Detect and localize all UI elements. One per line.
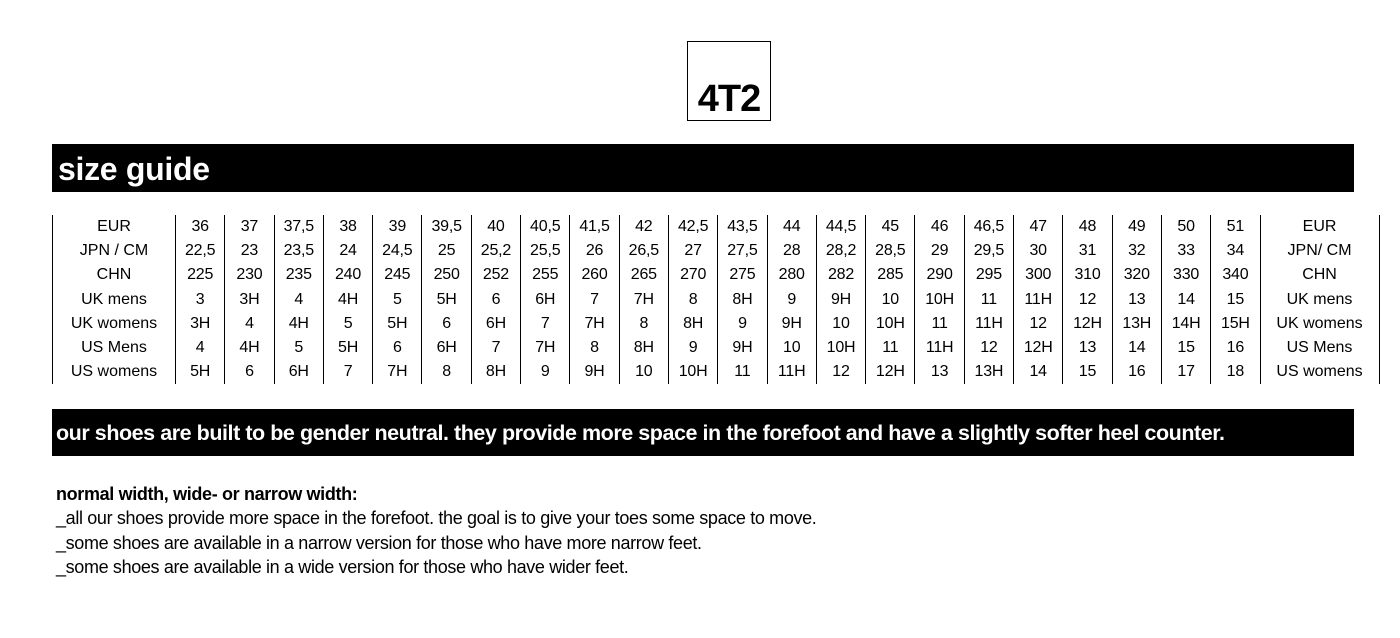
size-cell: 320 (1112, 263, 1161, 287)
size-cell: 9H (718, 336, 767, 360)
size-cell: 13 (915, 360, 964, 384)
size-cell: 282 (816, 263, 865, 287)
width-info-line: _all our shoes provide more space in the forefoot. the goal is to give your toes some space to move. (56, 508, 817, 529)
size-cell: 26,5 (619, 239, 668, 263)
size-conversion-table (52, 215, 1380, 384)
size-cell: 16 (1112, 360, 1161, 384)
size-cell: 48 (1063, 215, 1112, 239)
size-cell: 28,5 (866, 239, 915, 263)
table-row (53, 263, 1380, 287)
size-cell: 5H (422, 288, 471, 312)
size-cell: 25,5 (521, 239, 570, 263)
size-cell: 5H (176, 360, 225, 384)
size-cell: 31 (1063, 239, 1112, 263)
size-cell: 6H (422, 336, 471, 360)
size-cell: 270 (668, 263, 717, 287)
size-cell: 5H (323, 336, 372, 360)
gender-neutral-notice: our shoes are built to be gender neutral. they provide more space in the forefoot and have a slightly softer heel counter. (52, 409, 1354, 456)
size-cell: 12 (1014, 312, 1063, 336)
size-cell: 14 (1161, 288, 1210, 312)
size-cell: 41,5 (570, 215, 619, 239)
size-cell: 44,5 (816, 215, 865, 239)
size-cell: 260 (570, 263, 619, 287)
size-cell: 16 (1211, 336, 1260, 360)
size-cell: 230 (225, 263, 274, 287)
row-label: JPN / CM (53, 239, 176, 263)
size-cell: 46,5 (964, 215, 1013, 239)
size-cell: 4 (225, 312, 274, 336)
size-cell: 28 (767, 239, 816, 263)
size-cell: 6H (471, 312, 520, 336)
size-cell: 23,5 (274, 239, 323, 263)
size-cell: 25,2 (471, 239, 520, 263)
size-cell: 44 (767, 215, 816, 239)
size-cell: 6 (225, 360, 274, 384)
size-cell: 37,5 (274, 215, 323, 239)
size-cell: 9 (668, 336, 717, 360)
size-cell: 10 (619, 360, 668, 384)
size-cell: 4 (176, 336, 225, 360)
size-cell: 15 (1161, 336, 1210, 360)
size-cell: 8H (718, 288, 767, 312)
size-cell: 14H (1161, 312, 1210, 336)
size-cell: 36 (176, 215, 225, 239)
size-cell: 10 (767, 336, 816, 360)
size-cell: 5 (274, 336, 323, 360)
row-label-right: UK womens (1260, 312, 1379, 336)
width-info (56, 482, 816, 579)
size-cell: 280 (767, 263, 816, 287)
size-cell: 7H (619, 288, 668, 312)
size-cell: 9H (570, 360, 619, 384)
size-cell: 12H (1063, 312, 1112, 336)
size-cell: 9 (718, 312, 767, 336)
size-cell: 255 (521, 263, 570, 287)
size-cell: 8H (668, 312, 717, 336)
size-cell: 10H (866, 312, 915, 336)
size-cell: 22,5 (176, 239, 225, 263)
width-info-heading: normal width, wide- or narrow width: (56, 484, 358, 504)
size-cell: 12 (1063, 288, 1112, 312)
size-cell: 11 (718, 360, 767, 384)
size-cell: 12H (866, 360, 915, 384)
size-cell: 11 (915, 312, 964, 336)
size-cell: 40,5 (521, 215, 570, 239)
size-cell: 13 (1112, 288, 1161, 312)
size-cell: 6 (471, 288, 520, 312)
size-cell: 3 (176, 288, 225, 312)
size-cell: 29,5 (964, 239, 1013, 263)
size-cell: 8H (471, 360, 520, 384)
size-cell: 7 (471, 336, 520, 360)
size-cell: 18 (1211, 360, 1260, 384)
size-cell: 47 (1014, 215, 1063, 239)
size-cell: 9H (816, 288, 865, 312)
row-label: CHN (53, 263, 176, 287)
size-cell: 13H (964, 360, 1013, 384)
size-cell: 34 (1211, 239, 1260, 263)
row-label: UK womens (53, 312, 176, 336)
size-cell: 8 (570, 336, 619, 360)
size-cell: 25 (422, 239, 471, 263)
size-cell: 39,5 (422, 215, 471, 239)
size-cell: 275 (718, 263, 767, 287)
brand-logo (687, 41, 771, 121)
size-cell: 7 (323, 360, 372, 384)
row-label: US Mens (53, 336, 176, 360)
size-cell: 11 (964, 288, 1013, 312)
width-info-line: _some shoes are available in a narrow version for those who have more narrow feet. (56, 532, 702, 553)
row-label-right: US womens (1260, 360, 1379, 384)
size-cell: 37 (225, 215, 274, 239)
size-cell: 46 (915, 215, 964, 239)
row-label-right: JPN/ CM (1260, 239, 1379, 263)
size-cell: 8H (619, 336, 668, 360)
size-cell: 14 (1014, 360, 1063, 384)
size-cell: 24 (323, 239, 372, 263)
table-row (53, 360, 1380, 384)
size-cell: 285 (866, 263, 915, 287)
size-cell: 12 (816, 360, 865, 384)
size-cell: 8 (619, 312, 668, 336)
size-cell: 9H (767, 312, 816, 336)
size-cell: 49 (1112, 215, 1161, 239)
table-row (53, 312, 1380, 336)
brand-logo-text: 4T2 (697, 78, 761, 120)
size-cell: 28,2 (816, 239, 865, 263)
row-label-right: UK mens (1260, 288, 1379, 312)
size-cell: 39 (373, 215, 422, 239)
size-cell: 27,5 (718, 239, 767, 263)
size-cell: 8 (422, 360, 471, 384)
size-cell: 33 (1161, 239, 1210, 263)
size-cell: 250 (422, 263, 471, 287)
size-cell: 225 (176, 263, 225, 287)
size-cell: 11 (866, 336, 915, 360)
size-cell: 10 (866, 288, 915, 312)
size-cell: 42,5 (668, 215, 717, 239)
size-cell: 50 (1161, 215, 1210, 239)
size-cell: 17 (1161, 360, 1210, 384)
size-cell: 43,5 (718, 215, 767, 239)
size-cell: 7H (373, 360, 422, 384)
size-cell: 245 (373, 263, 422, 287)
size-cell: 6H (274, 360, 323, 384)
size-cell: 14 (1112, 336, 1161, 360)
size-cell: 10 (816, 312, 865, 336)
size-cell: 11H (915, 336, 964, 360)
size-cell: 340 (1211, 263, 1260, 287)
row-label: EUR (53, 215, 176, 239)
row-label-right: US Mens (1260, 336, 1379, 360)
row-label: UK mens (53, 288, 176, 312)
table-row (53, 239, 1380, 263)
size-cell: 38 (323, 215, 372, 239)
size-cell: 6H (521, 288, 570, 312)
size-cell: 6 (373, 336, 422, 360)
size-cell: 5H (373, 312, 422, 336)
size-cell: 42 (619, 215, 668, 239)
size-cell: 7 (570, 288, 619, 312)
size-cell: 9 (767, 288, 816, 312)
size-cell: 30 (1014, 239, 1063, 263)
size-cell: 13H (1112, 312, 1161, 336)
row-label: US womens (53, 360, 176, 384)
size-cell: 3H (225, 288, 274, 312)
size-cell: 32 (1112, 239, 1161, 263)
size-cell: 4 (274, 288, 323, 312)
size-cell: 13 (1063, 336, 1112, 360)
size-cell: 240 (323, 263, 372, 287)
size-cell: 7H (521, 336, 570, 360)
size-cell: 11H (964, 312, 1013, 336)
table-row (53, 215, 1380, 239)
size-cell: 24,5 (373, 239, 422, 263)
size-cell: 11H (767, 360, 816, 384)
size-cell: 310 (1063, 263, 1112, 287)
size-cell: 4H (323, 288, 372, 312)
row-label-right: EUR (1260, 215, 1379, 239)
size-cell: 8 (668, 288, 717, 312)
size-cell: 10H (668, 360, 717, 384)
width-info-line: _some shoes are available in a wide version for those who have wider feet. (56, 556, 629, 577)
size-cell: 295 (964, 263, 1013, 287)
size-cell: 27 (668, 239, 717, 263)
size-cell: 7H (570, 312, 619, 336)
size-cell: 7 (521, 312, 570, 336)
size-cell: 26 (570, 239, 619, 263)
table-row (53, 288, 1380, 312)
size-cell: 9 (521, 360, 570, 384)
size-cell: 10H (816, 336, 865, 360)
size-cell: 15H (1211, 312, 1260, 336)
page-title: size guide (52, 144, 1354, 192)
size-cell: 51 (1211, 215, 1260, 239)
size-cell: 3H (176, 312, 225, 336)
size-cell: 23 (225, 239, 274, 263)
size-cell: 40 (471, 215, 520, 239)
size-cell: 15 (1211, 288, 1260, 312)
size-cell: 330 (1161, 263, 1210, 287)
size-cell: 6 (422, 312, 471, 336)
size-cell: 300 (1014, 263, 1063, 287)
size-cell: 265 (619, 263, 668, 287)
size-cell: 11H (1014, 288, 1063, 312)
size-cell: 29 (915, 239, 964, 263)
table-row (53, 336, 1380, 360)
size-cell: 10H (915, 288, 964, 312)
row-label-right: CHN (1260, 263, 1379, 287)
size-cell: 12H (1014, 336, 1063, 360)
size-cell: 5 (373, 288, 422, 312)
size-cell: 15 (1063, 360, 1112, 384)
size-cell: 12 (964, 336, 1013, 360)
size-cell: 290 (915, 263, 964, 287)
size-cell: 4H (274, 312, 323, 336)
size-cell: 45 (866, 215, 915, 239)
size-cell: 252 (471, 263, 520, 287)
size-cell: 5 (323, 312, 372, 336)
size-cell: 235 (274, 263, 323, 287)
size-cell: 4H (225, 336, 274, 360)
